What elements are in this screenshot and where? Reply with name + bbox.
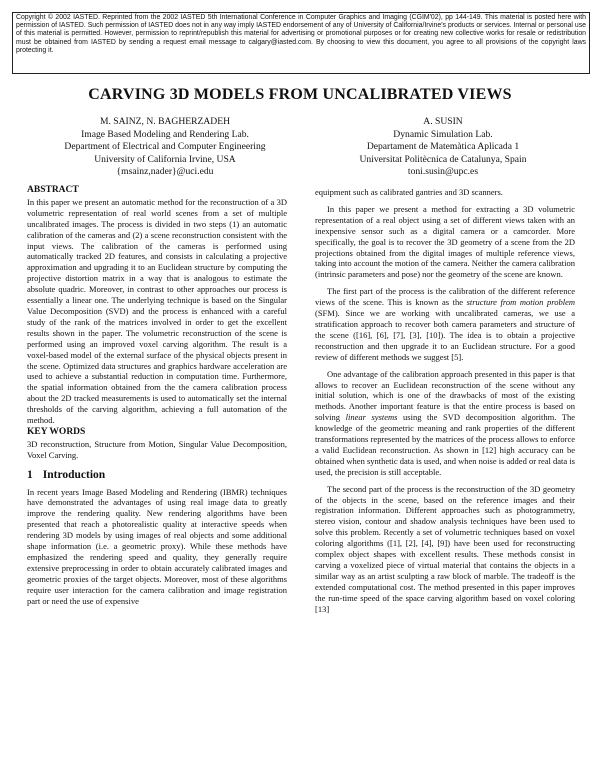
author-institution: Universitat Politècnica de Catalunya, Spain <box>359 153 527 165</box>
copyright-notice-box <box>12 12 590 74</box>
paragraph-text: One advantage of the calibration approach presented in this paper is that allows to recover an Euclidean reconstruction of the scene without any initial solution, which is one of the drawbacks of most of the existing methods. Another important feature is that the entire process is based on solving <box>315 368 575 423</box>
author-names: M. SAINZ, N. BAGHERZADEH <box>99 116 231 127</box>
paragraph-text: The first part of the process is the calibration of the different reference views of the scene. This is known as the <box>315 286 575 308</box>
section-number: 1 <box>27 468 33 481</box>
keywords-heading: KEY WORDS <box>27 426 86 437</box>
abstract-heading: ABSTRACT <box>27 185 79 195</box>
author-block-left <box>40 116 290 179</box>
paragraph-calibration <box>315 286 575 362</box>
paragraph-method-overview: In this paper we present a method for extracting a 3D volumetric representation of a real object using a set of different views taken with an inexpensive sensor such as a digital camera or a camcorder. More specifically, the goal is to recover the 3D geometry of a scene from the 2D projections obtained from the digital images of multiple reference views, taking into account the motion of the camera. Neither the camera calibration (intrinsic parameters and pose) nor the geometry of the scene are known. <box>315 203 575 280</box>
author-email: {msainz,nader}@uci.edu <box>116 166 214 178</box>
right-column <box>315 187 575 615</box>
paper-title: CARVING 3D MODELS FROM UNCALIBRATED VIEWS <box>88 86 512 103</box>
author-email: toni.susin@upc.es <box>407 166 479 178</box>
author-names: A. SUSIN <box>423 116 463 127</box>
paragraph-text: using the SVD decomposition algorithm. The knowledge of the geometric meaning and rank properties of the different transformations represented by the matrices of the process allows to enforce a valid Euclidean reconstruction. As shown in [12] high accuracy can be obtained when synthetic data is used, and when noise is added or real data is used, the precision is still acceptable. <box>315 412 576 477</box>
section-title: Introduction <box>42 468 106 481</box>
paragraph-reconstruction: The second part of the process is the reconstruction of the 3D geometry of the objects in the scene, based on the reference images and their registration information. Different approaches such as photogrammetry, stereo vision, contour and shadow analysis techniques have been used to solve this problem. Recently a set of volumetric techniques based on voxel coloring algorithms ([1], [2], [4], [9]) have been used for reconstructing complex object shapes with excellent results. These methods consist in carving a voxelized piece of virtual material that contains the objects in a similar way as an artist sculpting a raw block of marble. The tradeoff is the extended computational cost. The method presented in this paper improves the run-time speed of the space carving algorithm based on voxel coloring [13] <box>315 483 575 614</box>
copyright-notice-text: Copyright © 2002 IASTED. Reprinted from the 2002 IASTED 5th International Conference in Computer Graphics and Imaging (CGIM'02), pp 144-149. This material is posted here with permission of IASTED. Such permission of IASTED does not in any way imply IASTED endorsement of any of University of California/Irvine's products or services. Internal or personal use of this material is permitted. However, permission to reprint/republish this material for advertising or promotional purposes or for creating new collective works for resale or redistribution must be obtained from IASTED by sending a request email message to calgary@iasted.com. By choosing to view this document, you agree to all provisions of the copyright laws protecting it. <box>16 14 586 54</box>
paragraph-text: (SFM). Since we are working with uncalibrated cameras, we use a stratification approach to recover both camera parameters and structure of the scene ([16], [6], [7], [3], [10]). The idea is to obtain a projective reconstruction and then upgrade it to an Euclidean structure. For a good review of different methods we suggest [5]. <box>315 308 575 362</box>
author-lab: Dynamic Simulation Lab. <box>393 128 493 140</box>
section-heading-introduction <box>27 470 287 481</box>
author-institution: University of California Irvine, USA <box>94 153 236 165</box>
emphasis-term: linear systems <box>345 412 398 423</box>
author-department: Department of Electrical and Computer Engineering <box>64 141 266 153</box>
left-column <box>27 185 287 607</box>
paragraph-advantage <box>315 369 575 478</box>
author-lab: Image Based Modeling and Rendering Lab. <box>81 128 249 140</box>
author-department: Departament de Matemàtica Aplicada 1 <box>366 141 520 153</box>
paragraph-continuation: equipment such as calibrated gantries and 3D scanners. <box>315 187 503 197</box>
author-block-right <box>318 116 568 179</box>
introduction-text: In recent years Image Based Modeling and Rendering (IBMR) techniques have demonstrated the advantages of using real image data to greatly improve the rendering quality. New rendering algorithms have been presented that reach a photorealistic quality at interactive speeds when rendering 3D models by using images of real objects and some additional shape information (i.e. a geometric proxy). While these methods have emphasized the rendering speed and quality, they generally require extensive preprocessing in order to obtain accurately calibrated images and geometric proxies of the target objects. Moreover, most of these algorithms require user interaction for the camera calibration and image registration part or need the use of expensive <box>27 486 287 606</box>
emphasis-term: structure from motion problem <box>466 297 576 308</box>
keywords-text: 3D reconstruction, Structure from Motion, Singular Value Decomposition, Voxel Carving. <box>27 438 287 460</box>
abstract-text: In this paper we present an automatic method for the reconstruction of a 3D volumetric representation of real world scenes from a set of multiple uncalibrated images. The process is divided in two steps (1) an automatic calibration of the cameras and (2) a scene reconstruction consistent with the input views. The calibration of the cameras is performed using automatically tracked 2D features, and consists in calculating a projective approximation and upgrading it to an Euclidean structure by computing the projective distortion matrix in a way that is analogous to estimate the absolute quadric. Moreover, in contrast to other approaches our process is essentially a linear one. The underlying technique is based on the Singular Value Decomposition (SVD) and the process is enhanced with a careful study of the rank of the matrices involved in order to get the excellent results shown in the paper. The volumetric reconstruction of the scene is performed using an improved voxel carving algorithm. The result is a voxel-based model of the external surface of the physical objects present in the scene. Optimized data structures and graphics hardware acceleration are used to achieve a substantial reduction in computation time. Furthermore, the spatial information obtained from the the camera calibration process about the 2D tracked measurements is used to automatically set the internal thresholds of the carving algorithm, achieving a full automation of the method. <box>27 196 287 426</box>
